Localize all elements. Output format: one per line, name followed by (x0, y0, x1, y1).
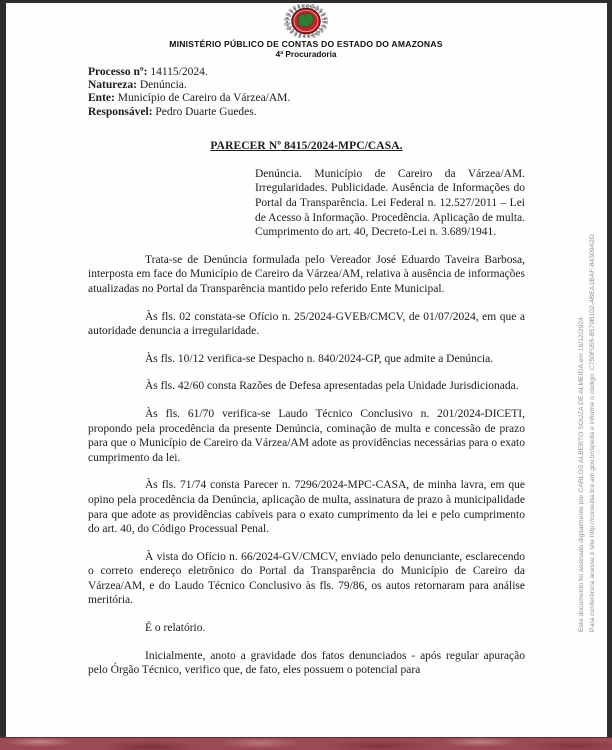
meta-value: Município de Careiro da Várzea/AM. (117, 92, 291, 105)
body-paragraph: Às fls. 71/74 consta Parecer n. 7296/2024-MPC-CASA, de minha lavra, em que opino pela procedência da Denúncia, aplicação de multa, assinatura de prazo à municipalidade para que adote as providências cabíveis para o exato cumprimento da lei e pelo cumprimento do art. 40, do Código Processual Penal. (88, 479, 525, 536)
page-border-left (0, 0, 6, 750)
body-paragraph: Trata-se de Denúncia formulada pelo Vereador José Eduardo Taveira Barbosa, interposta em face do Município de Careiro da Várzea/AM, relativa à ausência de informações atualizadas no Portal da Transparência mantido pelo referido Ente Municipal. (88, 253, 525, 295)
meta-row-ente (88, 92, 525, 105)
meta-value: 14115/2024. (150, 66, 208, 78)
digital-signature-strip (576, 132, 600, 632)
meta-value: Denúncia. (139, 79, 187, 92)
body-paragraph: Às fls. 61/70 verifica-se Laudo Técnico Conclusivo n. 201/2024-DICETI, propondo pela procedência da presente Denúncia, cominação de multa e concessão de prazo para que o Município de Careiro da Várzea/AM adote as providências necessárias para o exato cumprimento da lei. (88, 407, 525, 464)
signature-line: Este documento foi assinado digitalmente por CARLOS ALBERTO SOUZA DE ALMEIDA em 16/12/2024. (578, 315, 585, 632)
case-summary-ementa: Denúncia. Município de Careiro da Várzea/AM. Irregularidades. Publicidade. Ausência de Informações do Portal da Transparência. Lei Federal n. 12.527/2011 – Lei de Acesso à Informação. Procedência. Aplicação de multa. Cumprimento do art. 40, Decreto-Lei n. 3.689/1941. (255, 167, 525, 239)
meta-label: Responsável: (88, 105, 153, 118)
verification-line: Para conferência acesse o site http://consulta.tce.am.gov.br/speda e informe o código: C750F055-8579B102-4BEA1BAF-84309A2D (589, 234, 596, 632)
meta-label: Processo nº: (88, 66, 148, 78)
document-body (88, 66, 525, 678)
meta-label: Ente: (88, 92, 115, 105)
page-border-top (0, 0, 612, 3)
meta-row-responsavel (88, 106, 525, 119)
case-meta-block (88, 66, 525, 119)
mpc-am-crest-icon (283, 4, 329, 38)
body-paragraph: Às fls. 42/60 consta Razões de Defesa apresentadas pela Unidade Jurisdicionada. (145, 380, 519, 393)
body-paragraph: Inicialmente, anoto a gravidade dos fatos denunciados - após regular apuração pelo Órgão Técnico, verifico que, de fato, eles possuem o potencial para (88, 649, 525, 677)
marble-footer-band (0, 737, 612, 750)
meta-value: Pedro Duarte Guedes. (155, 105, 257, 118)
document-title: PARECER Nº 8415/2024-MPC/CASA. (210, 139, 403, 152)
meta-row-natureza (88, 79, 525, 92)
meta-label: Natureza: (88, 79, 137, 92)
department-name: 4ª Procuradoria (275, 50, 337, 59)
body-paragraph: É o relatório. (145, 622, 206, 635)
body-paragraph: Às fls. 10/12 verifica-se Despacho n. 840/2024-GP, que admite a Denúncia. (145, 352, 494, 365)
body-paragraph: À vista do Ofício n. 66/2024-GV/CMCV, enviado pelo denunciante, esclarecendo o correto endereço eletrônico do Portal da Transparência do Município de Careiro da Várzea/AM, e do Laudo Técnico Conclusivo às fls. 79/86, os autos retornaram para análise meritória. (88, 550, 525, 607)
body-paragraph: Às fls. 02 constata-se Ofício n. 25/2024-GVEB/CMCV, de 01/07/2024, em que a autoridade denuncia a irregularidade. (88, 310, 525, 338)
meta-row-processo (88, 66, 525, 79)
document-header (0, 4, 612, 59)
body-paragraphs (88, 253, 525, 678)
page-border-right (607, 0, 612, 750)
institution-name: MINISTÉRIO PÚBLICO DE CONTAS DO ESTADO DO AMAZONAS (169, 39, 443, 49)
